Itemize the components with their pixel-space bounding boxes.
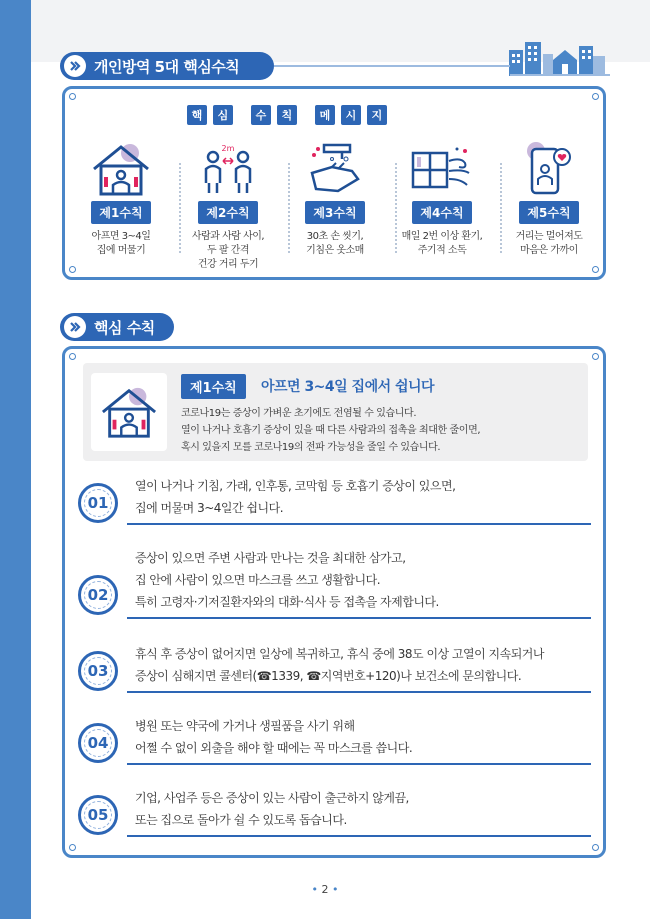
message-char: 심 [213,105,233,125]
item-line: 증상이 심해지면 콜센터(☎1339, ☎지역번호+120)나 보건소에 문의합니다. [135,669,522,683]
distance-label: 2m [221,144,235,153]
corner-dot [592,353,599,360]
corner-dot [69,93,76,100]
core-rules-panel [62,346,606,858]
header-divider [510,74,610,76]
rule-description: 거리는 멀어져도 마음은 가까이 [515,231,583,256]
section-title: 핵심 수칙 [94,318,155,337]
page-number: • 2 • [311,883,339,896]
item-line: 어쩔 수 없이 외출을 해야 할 때에는 꼭 마스크를 씁니다. [135,741,413,755]
rule-5 [503,139,595,272]
message-char: 칙 [277,105,297,125]
item-line: 또는 집으로 돌아가 쉴 수 있도록 돕습니다. [135,813,347,827]
double-chevron-icon [64,55,86,77]
item-line: 집 안에 사람이 있으면 마스크를 쓰고 생활합니다. [135,573,381,587]
city-skyline-icon [505,38,610,76]
card-rule-tag: 제1수칙 [181,374,246,399]
rule-description: 아프면 3~4일 집에 머물기 [91,231,151,256]
distance-icon [195,139,261,199]
message-char: 지 [367,105,387,125]
section-title: 개인방역 5대 핵심수칙 [94,57,240,76]
item-underline [127,691,591,693]
corner-dot [69,353,76,360]
item-text [135,547,439,613]
item-text [135,787,409,831]
list-item [75,547,591,619]
card-line: 코로나19는 증상이 가벼운 초기에도 전염될 수 있습니다. [181,408,417,419]
item-text [135,715,412,759]
card-title: 아프면 3~4일 집에서 쉽니다 [261,379,435,395]
item-text [135,475,455,519]
list-item [75,643,591,693]
header-divider [274,65,510,67]
list-item [75,715,591,765]
rule-tag: 제2수칙 [198,201,257,224]
corner-dot [592,93,599,100]
corner-dot [592,844,599,851]
message-char: 핵 [187,105,207,125]
rule-4 [396,139,488,272]
rule-tag: 제3수칙 [305,201,364,224]
rule-tag: 제5수칙 [519,201,578,224]
left-sidebar-bar [0,0,31,919]
card-line: 혹시 있을지 모를 코로나19의 전파 가능성을 줄일 수 있습니다. [181,442,441,453]
item-number: 03 [78,651,118,691]
rule-tag: 제1수칙 [91,201,150,224]
section-header-five-rules [60,52,274,80]
item-number: 01 [78,483,118,523]
card-line: 열이 나거나 호흡기 증상이 있을 때 다른 사람과의 접촉을 최대한 줄이면, [181,425,481,436]
message-char: 수 [251,105,271,125]
rules-row [75,139,595,272]
rule-1 [75,139,167,272]
card-icon-frame [91,373,167,451]
house-icon [97,383,161,441]
rule-2 [182,139,274,272]
message-char: 메 [315,105,335,125]
rule-detail-card [83,363,588,461]
list-item [75,475,591,525]
window-icon [409,139,475,199]
rule-description: 매일 2번 이상 환기, 주기적 소독 [401,231,483,256]
list-item [75,787,591,837]
core-message-banner [187,105,387,125]
double-chevron-icon [64,316,86,338]
message-char: 시 [341,105,361,125]
item-number: 05 [78,795,118,835]
item-number: 02 [78,575,118,615]
item-line: 병원 또는 약국에 가거나 생필품을 사기 위해 [135,719,355,733]
five-rules-panel [62,86,606,280]
house-icon [88,139,154,199]
rule-description: 30초 손 씻기, 기침은 옷소매 [306,231,364,256]
rule-3 [289,139,381,272]
item-text [135,643,544,687]
rule-description: 사람과 사람 사이, 두 팔 간격 건강 거리 두기 [191,231,265,270]
section-header-core-rules [60,313,174,341]
item-line: 휴식 후 증상이 없어지면 일상에 복귀하고, 휴식 중에 38도 이상 고열이 지속되거나 [135,647,544,661]
item-underline [127,763,591,765]
item-line: 집에 머물며 3~4일간 쉽니다. [135,501,284,515]
item-underline [127,835,591,837]
item-line: 열이 나거나 기침, 가래, 인후통, 코막힘 등 호흡기 증상이 있으면, [135,479,456,493]
page-number-value: 2 [321,883,329,896]
rule-tag: 제4수칙 [412,201,471,224]
item-underline [127,523,591,525]
item-number: 04 [78,723,118,763]
phone-heart-icon [516,139,582,199]
item-underline [127,617,591,619]
item-line: 특히 고령자·기저질환자와의 대화·식사 등 접촉을 자제합니다. [135,595,439,609]
handwash-icon [302,139,368,199]
item-line: 기업, 사업주 등은 증상이 있는 사람이 출근하지 않게끔, [135,791,409,805]
corner-dot [69,844,76,851]
item-line: 증상이 있으면 주변 사람과 만나는 것을 최대한 삼가고, [135,551,406,565]
card-body [181,405,480,456]
